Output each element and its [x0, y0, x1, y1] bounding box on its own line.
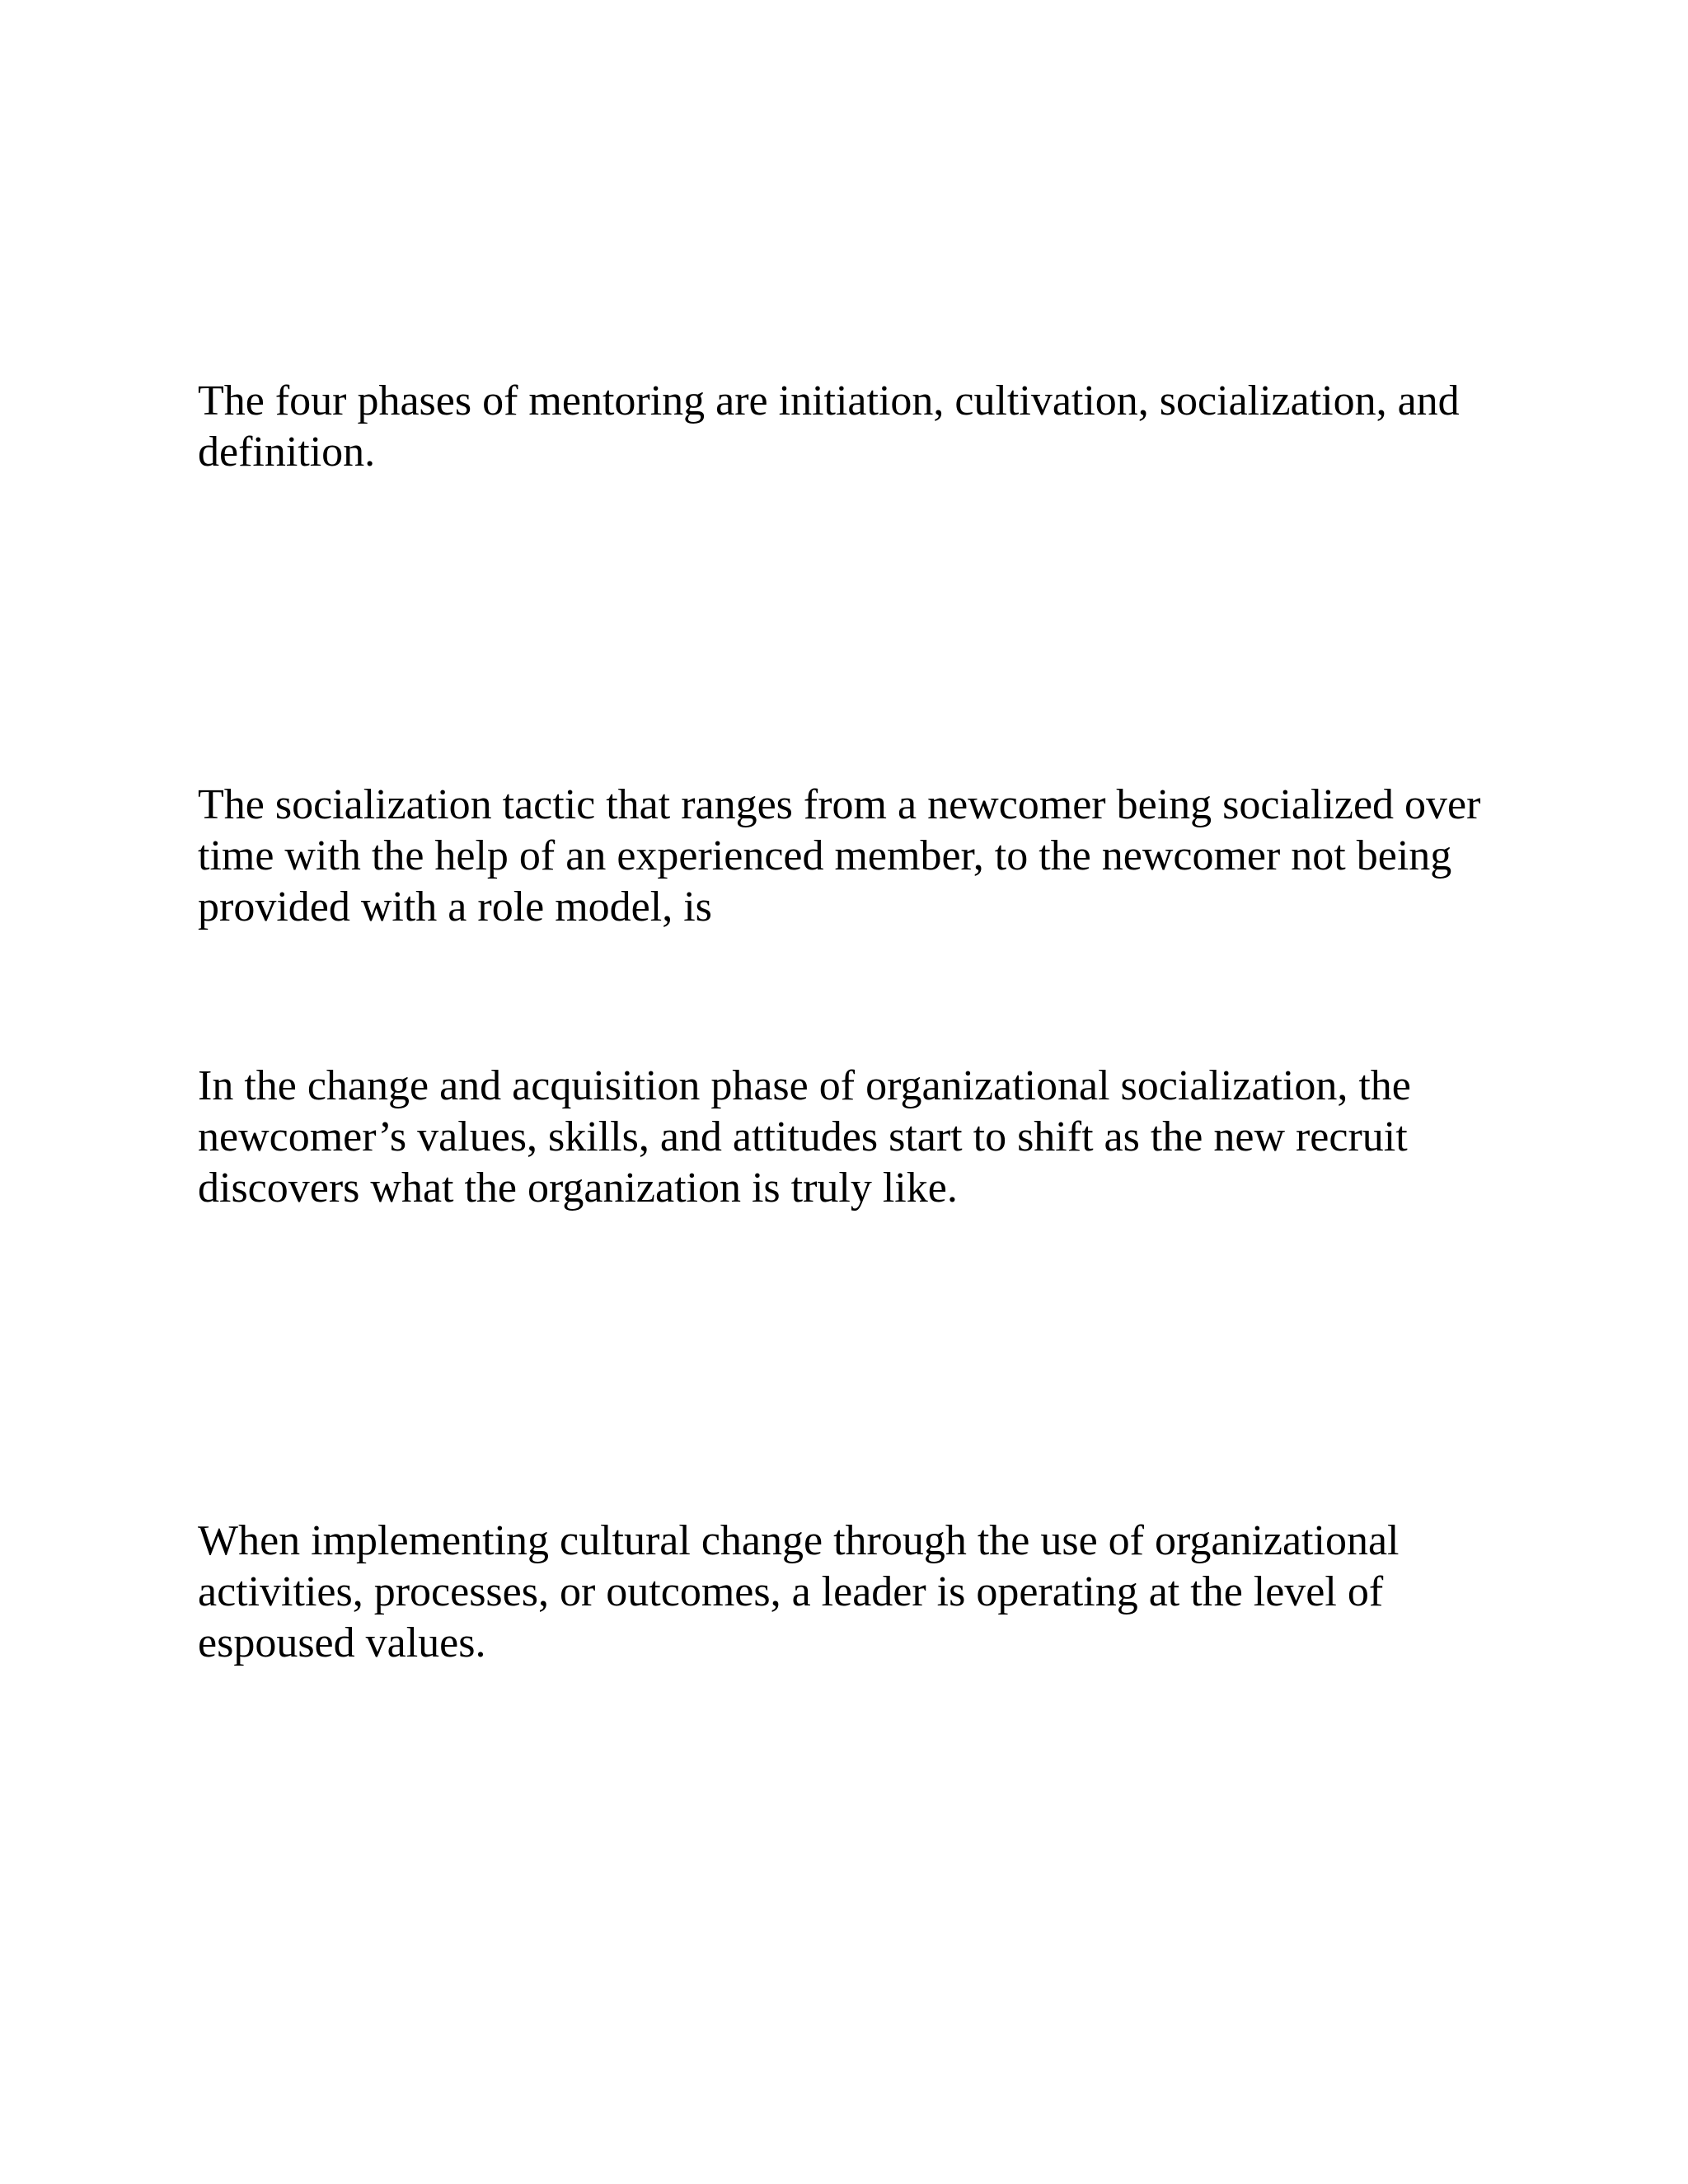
statement-mentoring-phases: The four phases of mentoring are initiation, cultivation, socialization, and definition. [198, 377, 1460, 476]
statement-socialization-tactic: The socialization tactic that ranges from a newcomer being socialized over time with the help of an experienced member, to the newcomer not being provided with a role model, is [198, 781, 1481, 930]
statement-cultural-change-level: When implementing cultural change through the use of organizational activities, processes, or outcomes, a leader is operating at the level of espoused values. [198, 1517, 1400, 1666]
statement-change-acquisition-phase: In the change and acquisition phase of organizational socialization, the newcomer’s values, skills, and attitudes start to shift as the new recruit discovers what the organization is truly like. [198, 1062, 1411, 1212]
